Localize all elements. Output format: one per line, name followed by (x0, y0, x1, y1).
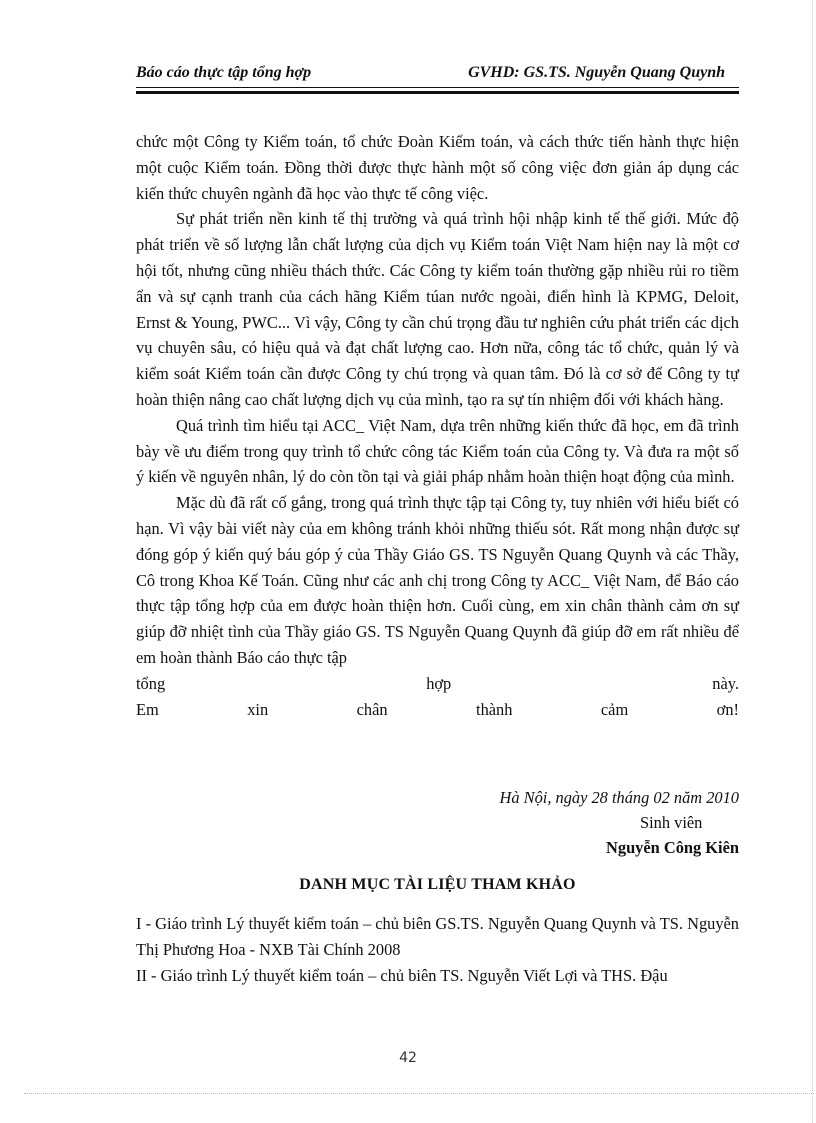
reference-item: II - Giáo trình Lý thuyết kiểm toán – chủ biên TS. Nguyễn Viết Lợi và THS. Đậu (136, 965, 668, 985)
word: thành (476, 699, 513, 719)
word: Em (136, 699, 159, 719)
justified-line-a (136, 671, 739, 697)
page-header (136, 62, 739, 88)
references-list (136, 911, 739, 988)
right-dotted-line (812, 0, 813, 1123)
signature-name: Nguyễn Công Kiên (606, 838, 739, 857)
references-title: DANH MỤC TÀI LIỆU THAM KHẢO (299, 876, 576, 893)
paragraph-4: Mặc dù đã rất cố gắng, trong quá trình thực tập tại Công ty, tuy nhiên với hiểu biết có hạn. Vì vậy bài viết này của em không tránh khỏi những thiếu sót. Rất mong nhận được sự đóng góp ý kiến quý báu góp ý của Thầy Giáo GS. TS Nguyễn Quang Quynh và các Thầy, Cô trong Khoa Kế Toán. Cũng như các anh chị trong Công ty ACC_ Việt Nam, để Báo cáo thực tập tổng hợp của em được hoàn thiện hơn. Cuối cùng, em xin chân thành cảm ơn sự giúp đỡ nhiệt tình của Thầy giáo GS. TS Nguyễn Quang Quynh đã giúp đỡ em rất nhiều để em hoàn thành Báo cáo thực tập (136, 493, 739, 667)
header-rule-thin (136, 87, 739, 88)
word: tổng (136, 673, 166, 693)
justified-line-b (136, 697, 739, 723)
reference-item: I - Giáo trình Lý thuyết kiểm toán – chủ biên GS.TS. Nguyễn Quang Quynh và TS. Nguyễn Thị Phương Hoa - NXB Tài Chính 2008 (136, 914, 739, 959)
paragraph-3: Quá trình tìm hiểu tại ACC_ Việt Nam, dựa trên những kiến thức đã học, em đã trình bày về ưu điểm trong quy trình tổ chức công tác Kiểm toán của Công ty. Và đưa ra một số ý kiến về nguyên nhân, lý do còn tồn tại và giải pháp nhằm hoàn thiện hoạt động của mình. (136, 415, 739, 487)
signature-date: Hà Nội, ngày 28 tháng 02 năm 2010 (499, 788, 739, 807)
word: xin (247, 699, 269, 719)
word: cảm (600, 699, 629, 719)
header-report-title: Báo cáo thực tập tổng hợp (136, 64, 312, 81)
footer-dotted-line (24, 1093, 814, 1094)
page-number: 42 (399, 1050, 417, 1066)
body-text (136, 129, 739, 722)
word: ơn! (716, 699, 739, 719)
signature-role: Sinh viên (640, 813, 703, 832)
paragraph-1: chức một Công ty Kiểm toán, tổ chức Đoàn Kiểm toán, và cách thức tiến hành thực hiện một cuộc Kiểm toán. Đồng thời được thực hành một số công việc đơn giản áp dụng các kiến thức chuyên ngành đã học vào thực tế công việc. (136, 132, 739, 203)
word: hợp (426, 673, 452, 693)
word: chân (356, 699, 388, 719)
word: này. (712, 673, 739, 693)
paragraph-2: Sự phát triển nền kinh tế thị trường và quá trình hội nhập kinh tế thế giới. Mức độ phát triển về số lượng lẫn chất lượng của dịch vụ Kiểm toán Việt Nam hiện nay là một cơ hội tốt, nhưng cũng nhiều thách thức. Các Công ty kiểm toán thường gặp nhiều rủi ro tiềm ẩn và sự cạnh tranh của cách hãng Kiểm túan nước ngoài, điển hình là KPMG, Deloit, Ernst & Young, PWC... Vì vậy, Công ty cần chú trọng đầu tư nghiên cứu phát triển các dịch vụ chuyên sâu, có hiệu quả và đạt chất lượng cao. Hơn nữa, công tác tổ chức, quản lý và kiểm soát Kiểm toán cần được Công ty chú trọng và quan tâm. Đó là cơ sở để Công ty tự hoàn thiện nâng cao chất lượng dịch vụ của mình, tạo ra sự tín nhiệm đối với khách hàng. (136, 209, 739, 409)
header-rule-thick (136, 91, 739, 94)
header-supervisor: GVHD: GS.TS. Nguyễn Quang Quynh (468, 64, 725, 81)
